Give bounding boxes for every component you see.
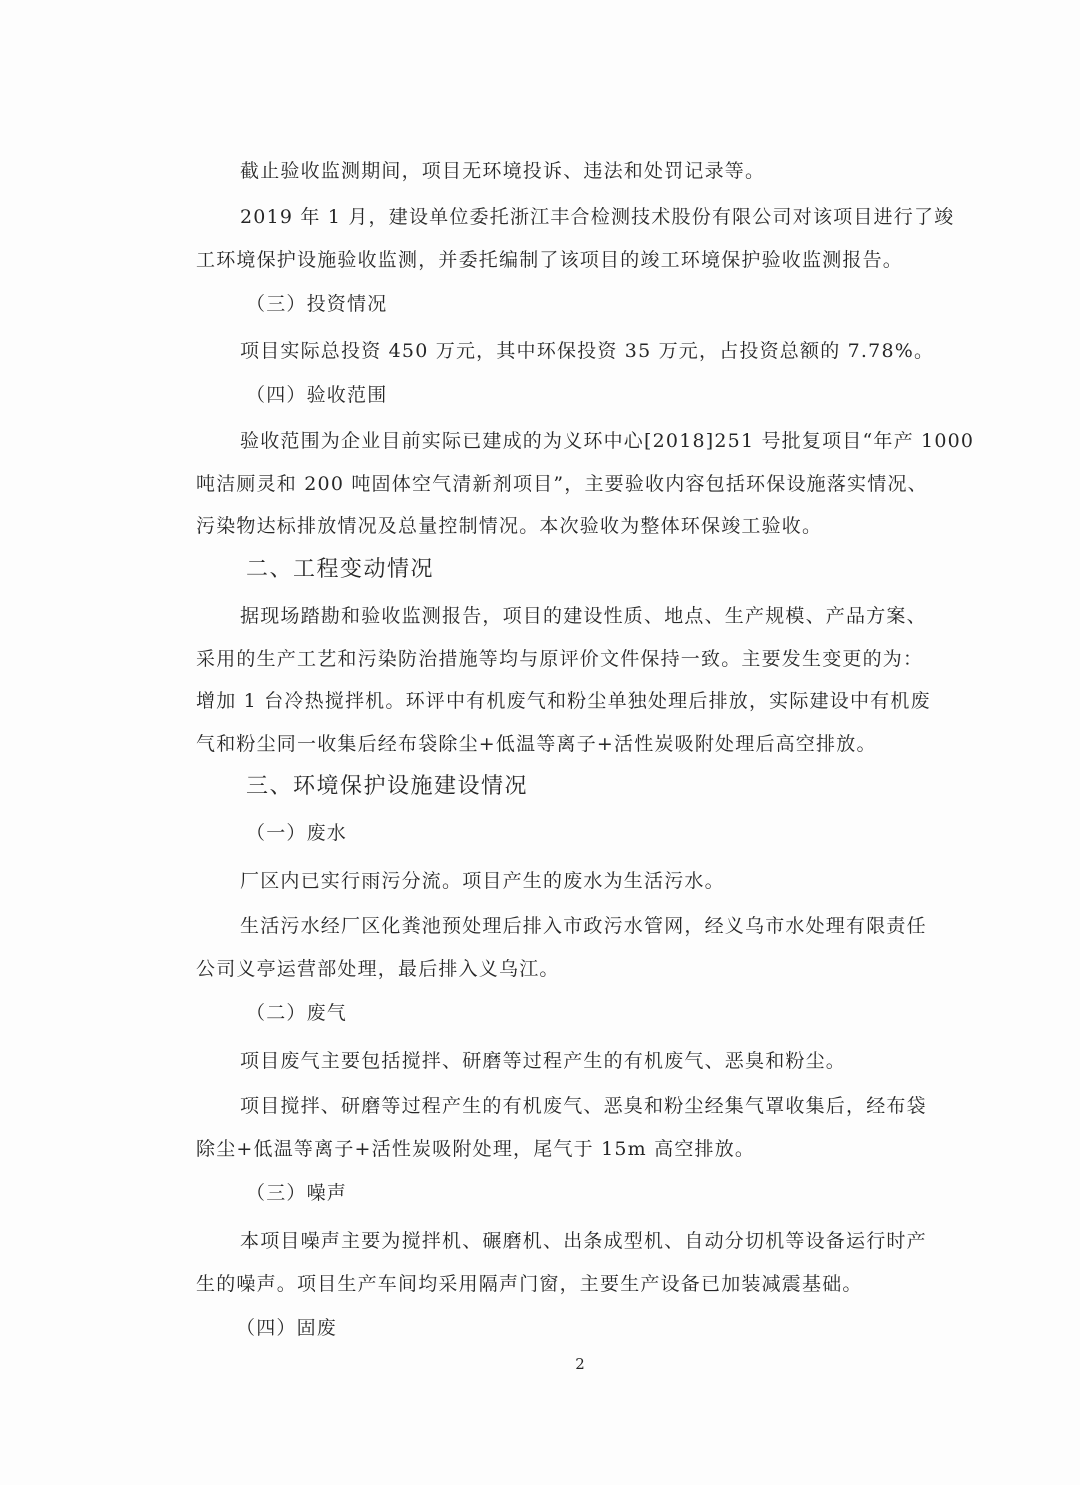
subsection-heading: （二）废气	[246, 1002, 348, 1024]
paragraph-line: 增加 1 台冷热搅拌机。环评中有机废气和粉尘单独处理后排放，实际建设中有机废	[196, 690, 931, 712]
paragraph-line: 吨洁厕灵和 200 吨固体空气清新剂项目”，主要验收内容包括环保设施落实情况、	[196, 473, 928, 495]
subsection-heading: （四）验收范围	[246, 384, 388, 406]
paragraph-line: 污染物达标排放情况及总量控制情况。本次验收为整体环保竣工验收。	[196, 515, 823, 537]
section-heading: 三、环境保护设施建设情况	[246, 774, 529, 799]
paragraph-line: 项目实际总投资 450 万元，其中环保投资 35 万元，占投资总额的 7.78%。	[240, 340, 935, 362]
paragraph-line: 采用的生产工艺和污染防治措施等均与原评价文件保持一致。主要发生变更的为：	[196, 648, 924, 670]
paragraph-line: 本项目噪声主要为搅拌机、碾磨机、出条成型机、自动分切机等设备运行时产	[240, 1230, 927, 1252]
section-heading: 二、工程变动情况	[246, 557, 435, 582]
subsection-heading: （四）固废	[236, 1317, 338, 1339]
paragraph-line: 厂区内已实行雨污分流。项目产生的废水为生活污水。	[240, 870, 725, 892]
paragraph-line: 项目搅拌、研磨等过程产生的有机废气、恶臭和粉尘经集气罩收集后，经布袋	[240, 1095, 927, 1117]
paragraph-line: 生活污水经厂区化粪池预处理后排入市政污水管网，经义乌市水处理有限责任	[240, 915, 927, 937]
paragraph-line: 验收范围为企业目前实际已建成的为义环中心[2018]251 号批复项目“年产 1000	[240, 430, 975, 452]
subsection-heading: （一）废水	[246, 822, 348, 844]
paragraph-line: 工环境保护设施验收监测，并委托编制了该项目的竣工环境保护验收监测报告。	[196, 249, 904, 271]
paragraph-line: 生的噪声。项目生产车间均采用隔声门窗，主要生产设备已加装减震基础。	[196, 1273, 863, 1295]
page-number: 2	[575, 1355, 585, 1373]
paragraph-line: 项目废气主要包括搅拌、研磨等过程产生的有机废气、恶臭和粉尘。	[240, 1050, 847, 1072]
paragraph-line: 公司义亭运营部处理，最后排入义乌江。	[196, 958, 560, 980]
paragraph-line: 除尘+低温等离子+活性炭吸附处理，尾气于 15m 高空排放。	[196, 1138, 756, 1160]
subsection-heading: （三）投资情况	[246, 293, 388, 315]
paragraph-line: 截止验收监测期间，项目无环境投诉、违法和处罚记录等。	[240, 160, 766, 182]
paragraph-line: 2019 年 1 月，建设单位委托浙江丰合检测技术股份有限公司对该项目进行了竣	[240, 206, 955, 228]
subsection-heading: （三）噪声	[246, 1182, 348, 1204]
paragraph-line: 据现场踏勘和验收监测报告，项目的建设性质、地点、生产规模、产品方案、	[240, 605, 927, 627]
paragraph-line: 气和粉尘同一收集后经布袋除尘+低温等离子+活性炭吸附处理后高空排放。	[196, 733, 877, 755]
